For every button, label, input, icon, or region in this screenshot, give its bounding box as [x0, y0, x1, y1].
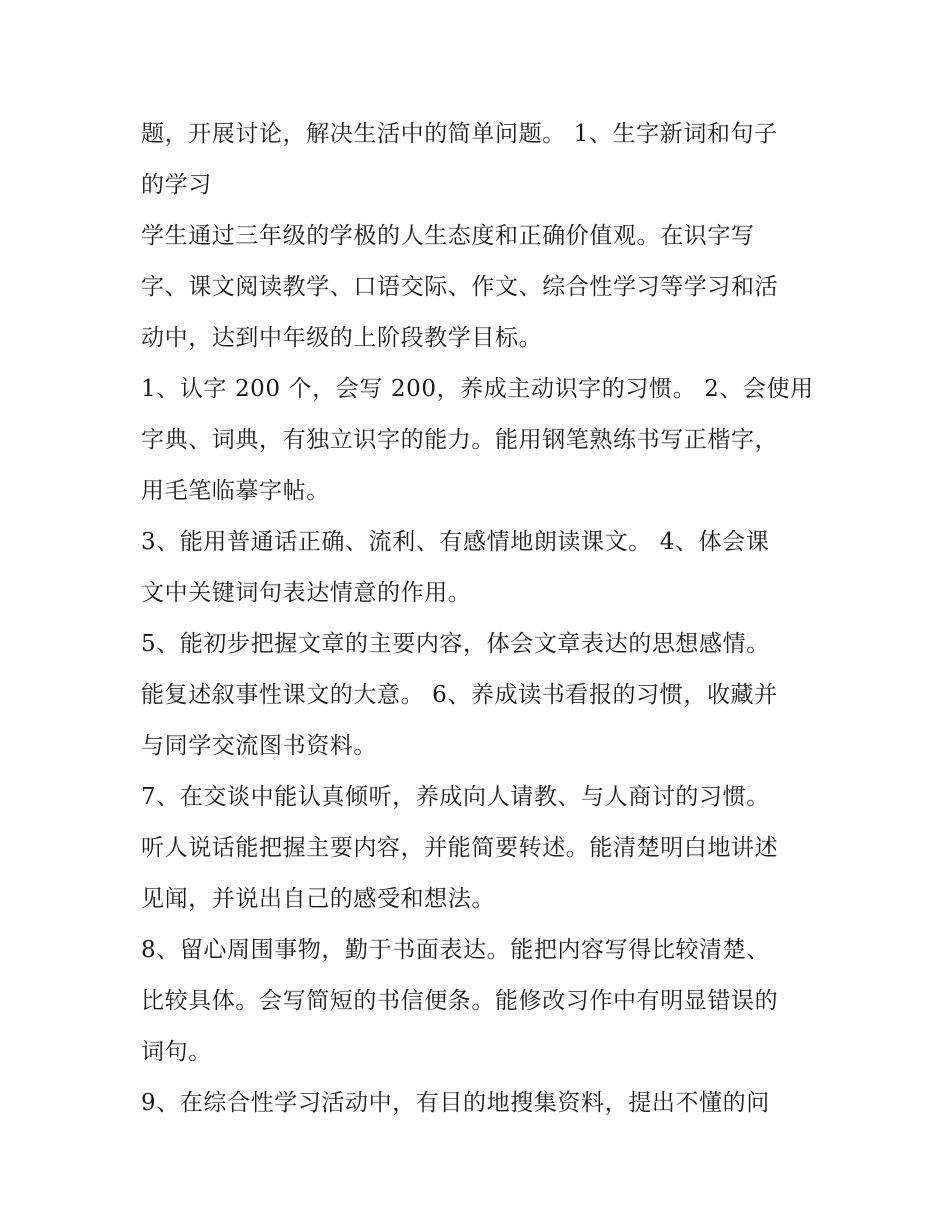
- text-line: 词句。: [141, 1039, 212, 1065]
- text-line: 5、能初步把握文章的主要内容，体会文章表达的思想感情。: [141, 631, 770, 657]
- text-line: 字典、词典，有独立识字的能力。能用钢笔熟练书写正楷字，: [141, 427, 779, 453]
- text-line: 8、留心周围事物，勤于书面表达。能把内容写得比较清楚、: [141, 937, 770, 963]
- text-line: 动中，达到中年级的上阶段教学目标。: [141, 325, 543, 351]
- text-line: 1、认字 200 个，会写 200，养成主动识字的习惯。 2、会使用: [141, 376, 814, 402]
- text-line: 字、课文阅读教学、口语交际、作文、综合性学习等学习和活: [141, 274, 779, 300]
- text-line: 学生通过三年级的学极的人生态度和正确价值观。在识字写: [141, 223, 755, 249]
- text-line: 听人说话能把握主要内容，并能简要转述。能清楚明白地讲述: [141, 835, 779, 861]
- text-line: 见闻，并说出自己的感受和想法。: [141, 886, 495, 912]
- text-line: 文中关键词句表达情意的作用。: [141, 580, 472, 606]
- text-line: 题，开展讨论，解决生活中的简单问题。 1、生字新词和句子: [141, 121, 778, 147]
- text-line: 能复述叙事性课文的大意。 6、养成读书看报的习惯，收藏并: [141, 682, 778, 708]
- text-line: 的学习: [141, 172, 212, 198]
- text-line: 与同学交流图书资料。: [141, 733, 377, 759]
- text-line: 7、在交谈中能认真倾听，养成向人请教、与人商讨的习惯。: [141, 784, 770, 810]
- text-line: 3、能用普通话正确、流利、有感情地朗读课文。 4、体会课: [141, 529, 770, 555]
- text-line: 9、在综合性学习活动中，有目的地搜集资料，提出不懂的问: [141, 1090, 770, 1116]
- text-line: 比较具体。会写简短的书信便条。能修改习作中有明显错误的: [141, 988, 779, 1014]
- document-body: [141, 109, 821, 1129]
- text-line: 用毛笔临摹字帖。: [141, 478, 330, 504]
